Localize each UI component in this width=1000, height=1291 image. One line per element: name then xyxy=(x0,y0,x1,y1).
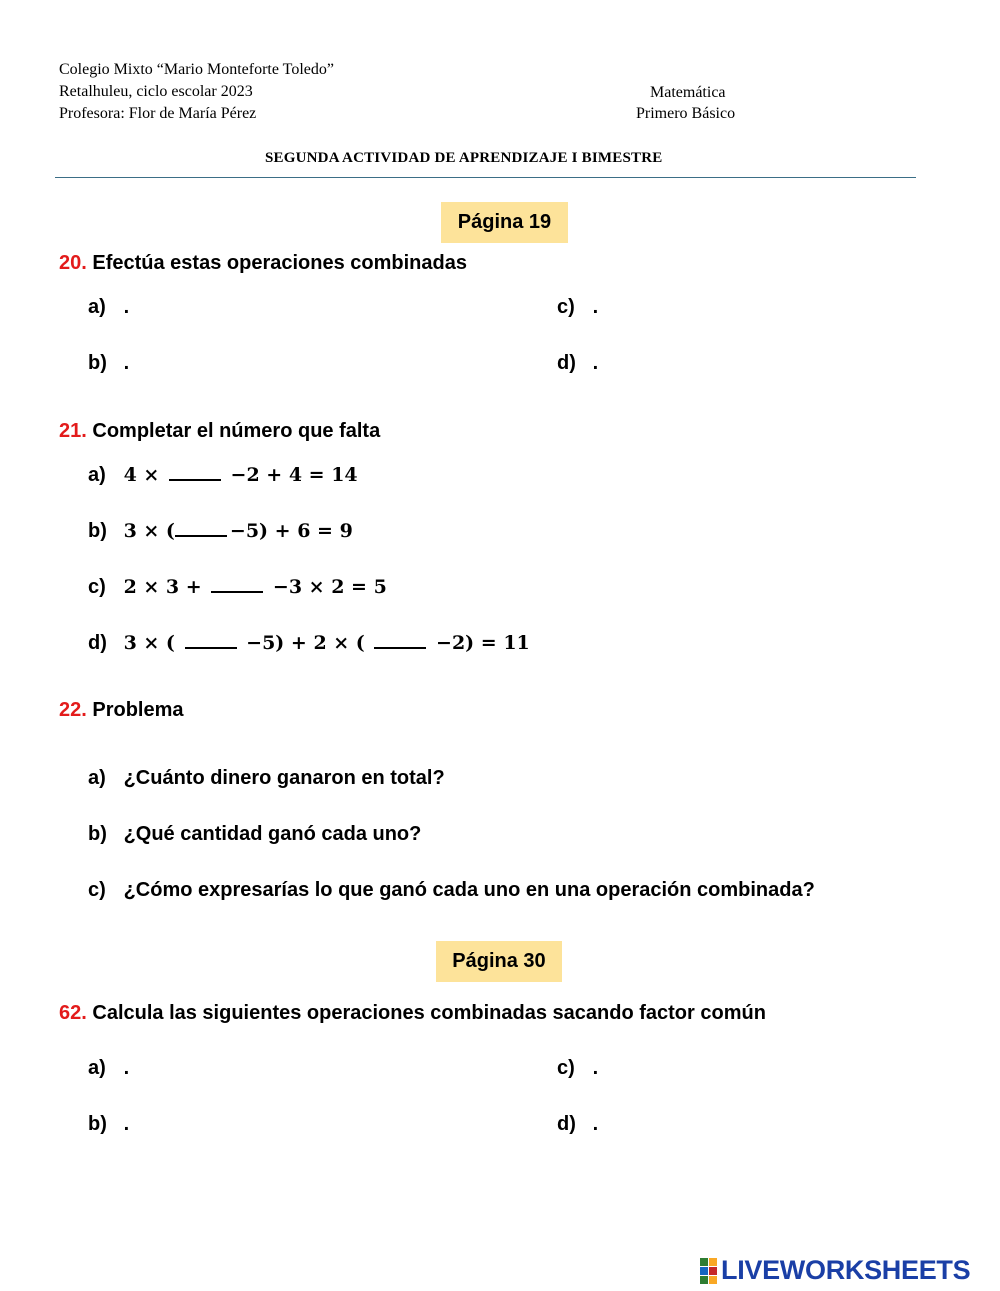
item-text: . xyxy=(592,1113,599,1135)
item-text: . xyxy=(123,352,130,374)
page-badge-30: Página 30 xyxy=(436,941,562,982)
item-label: c) xyxy=(557,1057,575,1079)
question-62-heading xyxy=(59,1002,766,1025)
item-text: . xyxy=(123,1057,130,1079)
q62-item-a[interactable] xyxy=(88,1057,129,1080)
location-year: Retalhuleu, ciclo escolar 2023 xyxy=(59,83,253,100)
q62-item-d[interactable] xyxy=(557,1113,598,1136)
question-title: Completar el número que falta xyxy=(92,420,381,442)
header-divider xyxy=(55,177,916,178)
subject: Matemática xyxy=(650,84,726,101)
item-label: a) xyxy=(88,1057,106,1079)
question-title: Problema xyxy=(92,699,184,721)
logo-square xyxy=(709,1258,717,1266)
q20-item-d[interactable] xyxy=(557,352,598,375)
item-text: . xyxy=(123,296,130,318)
item-label: b) xyxy=(88,352,107,374)
page-badge-19: Página 19 xyxy=(441,202,568,243)
question-title: Calcula las siguientes operaciones combinadas sacando factor común xyxy=(92,1002,766,1024)
logo-square xyxy=(700,1267,708,1275)
equation-part: −2 + 4 = 14 xyxy=(223,464,358,486)
logo-square xyxy=(700,1258,708,1266)
logo-square xyxy=(709,1267,717,1275)
equation-part: −2) = 11 xyxy=(429,632,530,654)
q20-item-a[interactable] xyxy=(88,296,129,319)
question-number: 22. xyxy=(59,699,87,721)
question-title: Efectúa estas operaciones combinadas xyxy=(92,252,467,274)
item-text: . xyxy=(592,352,599,374)
activity-title: SEGUNDA ACTIVIDAD DE APRENDIZAJE I BIMESTRE xyxy=(265,150,663,166)
liveworksheets-logo xyxy=(700,1255,970,1286)
item-text: . xyxy=(592,1057,599,1079)
item-label: a) xyxy=(88,767,106,789)
item-label: c) xyxy=(88,576,106,598)
answer-blank[interactable] xyxy=(211,574,263,593)
q21-item-c xyxy=(88,574,387,599)
item-text: . xyxy=(123,1113,130,1135)
logo-square xyxy=(700,1276,708,1284)
question-number: 62. xyxy=(59,1002,87,1024)
equation-part: 4 × xyxy=(123,464,166,486)
equation-part: 2 × 3 + xyxy=(123,576,209,598)
grade: Primero Básico xyxy=(636,105,736,122)
answer-blank[interactable] xyxy=(175,518,227,537)
answer-blank[interactable] xyxy=(169,462,221,481)
q21-item-d xyxy=(88,630,530,655)
question-21-heading xyxy=(59,420,380,443)
equation-part: −3 × 2 = 5 xyxy=(266,576,387,598)
q21-item-a xyxy=(88,462,358,487)
answer-blank[interactable] xyxy=(374,630,426,649)
question-number: 21. xyxy=(59,420,87,442)
q21-item-b xyxy=(88,518,353,543)
question-22-heading xyxy=(59,699,184,722)
question-number: 20. xyxy=(59,252,87,274)
item-text: . xyxy=(592,296,599,318)
item-label: a) xyxy=(88,464,106,486)
answer-blank[interactable] xyxy=(185,630,237,649)
item-text: ¿Qué cantidad ganó cada uno? xyxy=(123,823,422,845)
equation-part: −5) + 2 × ( xyxy=(239,632,372,654)
item-label: b) xyxy=(88,823,107,845)
item-label: d) xyxy=(557,1113,576,1135)
item-label: d) xyxy=(88,632,107,654)
item-text: ¿Cómo expresarías lo que ganó cada uno en una operación combinada? xyxy=(123,879,815,901)
question-20-heading xyxy=(59,252,467,275)
logo-square xyxy=(709,1276,717,1284)
item-label: a) xyxy=(88,296,106,318)
item-label: c) xyxy=(88,879,106,901)
item-label: b) xyxy=(88,1113,107,1135)
liveworksheets-logo-icon xyxy=(700,1258,717,1284)
q62-item-b[interactable] xyxy=(88,1113,129,1136)
q62-item-c[interactable] xyxy=(557,1057,598,1080)
equation-part: −5) + 6 = 9 xyxy=(229,520,353,542)
item-text: ¿Cuánto dinero ganaron en total? xyxy=(123,767,445,789)
item-label: d) xyxy=(557,352,576,374)
item-label: c) xyxy=(557,296,575,318)
teacher-name: Profesora: Flor de María Pérez xyxy=(59,105,257,122)
q22-item-b[interactable] xyxy=(88,823,421,846)
q22-item-a[interactable] xyxy=(88,767,445,790)
q20-item-b[interactable] xyxy=(88,352,129,375)
q20-item-c[interactable] xyxy=(557,296,598,319)
equation-part: 3 × ( xyxy=(123,632,182,654)
logo-text: LIVEWORKSHEETS xyxy=(721,1255,971,1285)
equation-part: 3 × ( xyxy=(123,520,175,542)
item-label: b) xyxy=(88,520,107,542)
q22-item-c[interactable] xyxy=(88,879,815,902)
school-name: Colegio Mixto “Mario Monteforte Toledo” xyxy=(59,61,334,78)
